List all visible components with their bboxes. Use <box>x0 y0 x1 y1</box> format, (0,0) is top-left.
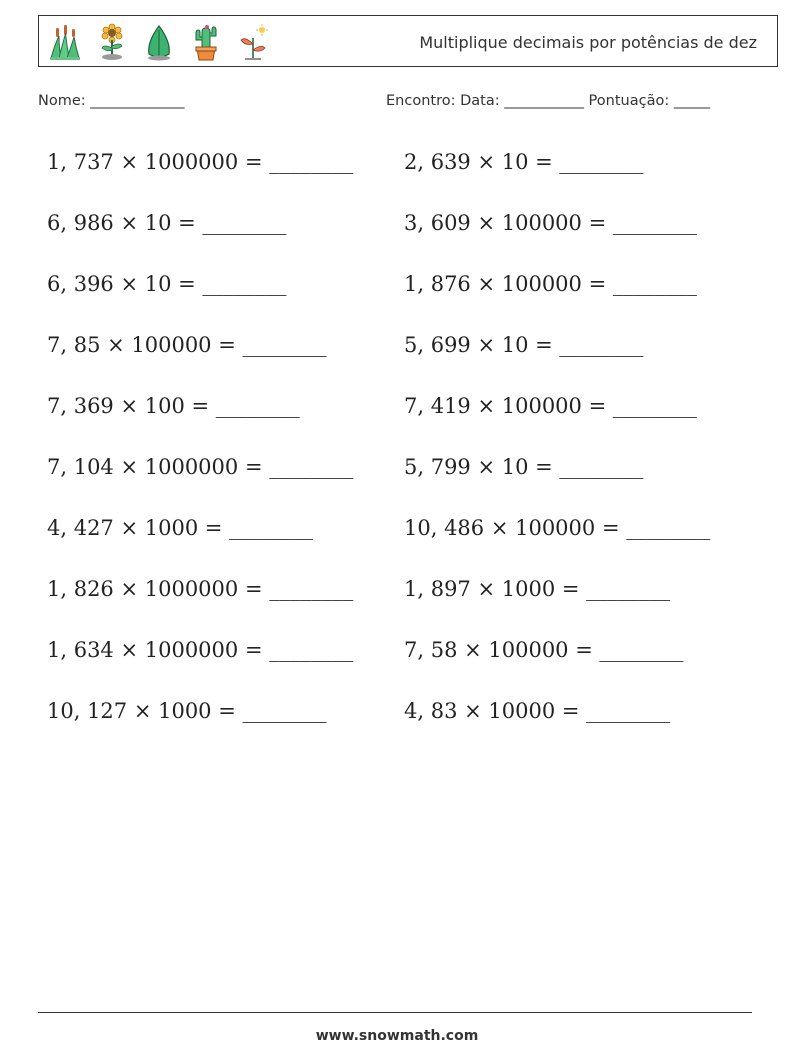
problem-right-6: 5, 799 × 10 = ________ <box>404 455 644 479</box>
problem-right-7: 10, 486 × 100000 = ________ <box>404 516 711 540</box>
problem-left-6: 7, 104 × 1000000 = ________ <box>47 455 354 479</box>
sunflower-icon <box>94 22 130 62</box>
problem-left-3: 6, 396 × 10 = ________ <box>47 272 287 296</box>
problem-left-4: 7, 85 × 100000 = ________ <box>47 333 327 357</box>
problem-left-2: 6, 986 × 10 = ________ <box>47 211 287 235</box>
problem-left-1: 1, 737 × 1000000 = ________ <box>47 150 354 174</box>
problem-right-10: 4, 83 × 10000 = ________ <box>404 699 671 723</box>
problem-right-9: 7, 58 × 100000 = ________ <box>404 638 684 662</box>
problem-left-10: 10, 127 × 1000 = ________ <box>47 699 327 723</box>
cattail-grass-icon <box>47 22 83 62</box>
problem-right-4: 5, 699 × 10 = ________ <box>404 333 644 357</box>
problem-left-7: 4, 427 × 1000 = ________ <box>47 516 314 540</box>
problem-right-3: 1, 876 × 100000 = ________ <box>404 272 697 296</box>
flower-sprout-icon <box>235 22 271 62</box>
problem-right-5: 7, 419 × 100000 = ________ <box>404 394 697 418</box>
header-box <box>38 15 778 67</box>
problem-left-9: 1, 634 × 1000000 = ________ <box>47 638 354 662</box>
name-field-label: Nome: _____________ <box>38 93 185 109</box>
footer-url: www.snowmath.com <box>315 1028 479 1044</box>
worksheet-title: Multiplique decimais por potências de dez <box>419 33 757 52</box>
meeting-date-score-label: Encontro: Data: ___________ Pontuação: _____ <box>386 93 711 109</box>
problem-right-1: 2, 639 × 10 = ________ <box>404 150 644 174</box>
footer-divider <box>38 1012 752 1013</box>
potted-cactus-icon <box>188 22 224 62</box>
problem-left-5: 7, 369 × 100 = ________ <box>47 394 300 418</box>
leaf-icon <box>141 22 177 62</box>
problem-right-8: 1, 897 × 1000 = ________ <box>404 577 671 601</box>
icon-row <box>47 22 271 62</box>
problem-left-8: 1, 826 × 1000000 = ________ <box>47 577 354 601</box>
problem-right-2: 3, 609 × 100000 = ________ <box>404 211 697 235</box>
